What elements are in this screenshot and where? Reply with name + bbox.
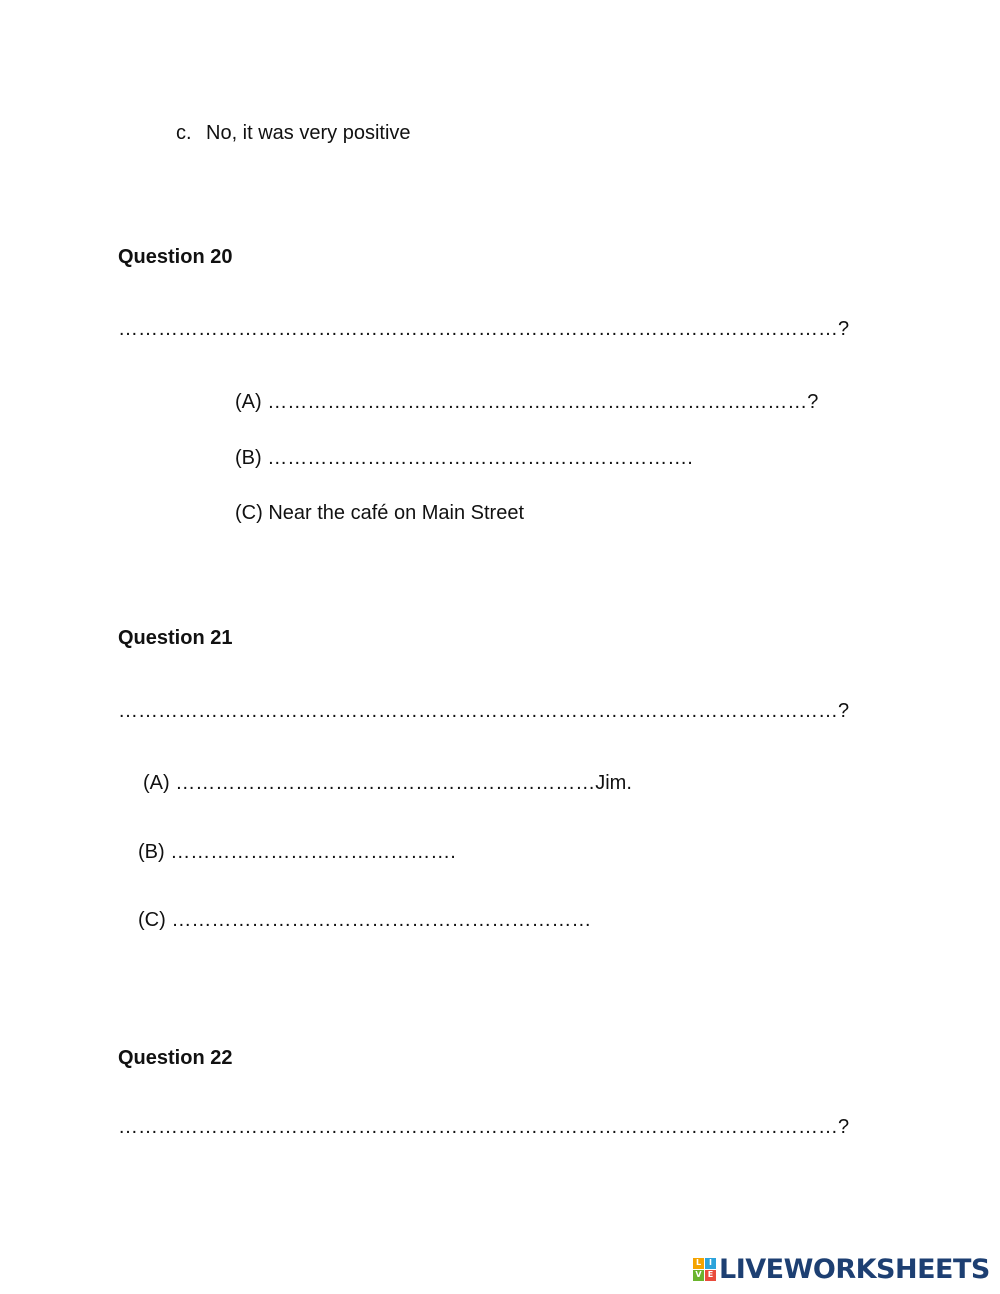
question-20-option-b: (B) ………………………………………………………. [235,447,693,469]
question-21-prompt: ………………………………………………………………………………………………? [118,700,850,722]
question-21-title: Question 21 [118,627,233,649]
question-21-option-c: (C) ……………………………………………………… [138,909,592,931]
logo-mark-v: V [693,1270,704,1281]
logo-mark-e: E [705,1270,716,1281]
logo-mark-icon [693,1258,716,1281]
logo-mark-i: I [705,1258,716,1269]
option-c-letter: c. [176,122,192,144]
question-20-prompt: ………………………………………………………………………………………………? [118,318,850,340]
question-20-option-c: (C) Near the café on Main Street [235,502,525,524]
question-22-prompt: ………………………………………………………………………………………………? [118,1116,850,1138]
option-c-text: No, it was very positive [206,122,411,144]
question-21-option-a: (A) ………………………………………………………Jim. [143,772,632,794]
question-20-title: Question 20 [118,246,233,268]
liveworksheets-logo [693,1254,990,1284]
logo-mark-l: L [693,1258,704,1269]
question-21-option-b: (B) ……………………………………. [138,841,456,863]
question-20-option-a: (A) ………………………………………………………………………? [235,391,819,413]
logo-text: LIVEWORKSHEETS [719,1253,990,1285]
question-22-title: Question 22 [118,1047,233,1069]
